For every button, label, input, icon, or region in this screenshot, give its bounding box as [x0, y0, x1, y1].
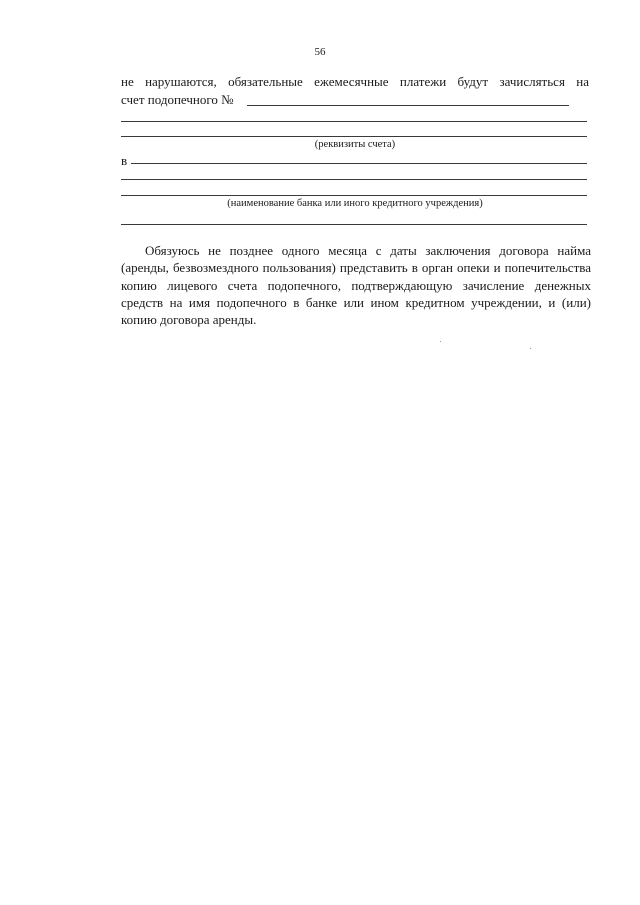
intro-line-1: не нарушаются, обязательные ежемесячные платежи будут зачисляться на — [121, 74, 589, 89]
scan-speck — [440, 341, 441, 342]
account-details-caption: (реквизиты счета) — [314, 139, 396, 150]
page-number: 56 — [314, 46, 326, 58]
bank-name-caption: (наименование банка или иного кредитного учреждения) — [227, 198, 483, 209]
account-details-blank-2[interactable] — [121, 136, 587, 137]
account-details-blank-1[interactable] — [121, 121, 587, 122]
bank-name-blank-1[interactable] — [131, 163, 587, 164]
obligation-paragraph: Обязуюсь не позднее одного месяца с даты заключения договора найма (аренды, безвозмездного пользования) представить в орган опеки и попечительства копию лицевого счета подопечного, подтверждающую зачисление денежных средств на имя подопечного в банке или ином кредитном учреждении, и (или) копию договора аренды. — [121, 243, 591, 328]
bank-name-blank-4[interactable] — [121, 224, 587, 225]
bank-name-blank-2[interactable] — [121, 179, 587, 180]
bank-name-blank-3[interactable] — [121, 195, 587, 196]
scan-speck — [530, 348, 531, 349]
intro-line-2: счет подопечного № — [121, 92, 234, 107]
bank-prefix: в — [121, 153, 128, 168]
account-number-blank[interactable] — [247, 105, 569, 106]
